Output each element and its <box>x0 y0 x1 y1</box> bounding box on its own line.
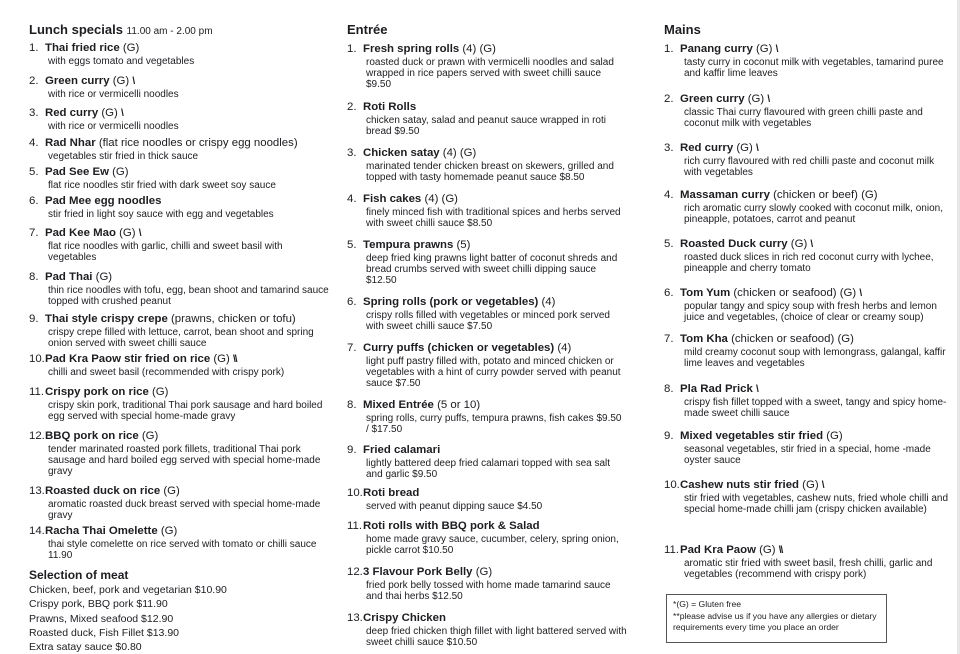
menu-item-name: Fresh spring rolls <box>363 43 460 55</box>
menu-item-description: stir fried in light soy sauce with egg and vegetables <box>48 209 274 220</box>
gluten-free-marker: (G) <box>459 147 477 159</box>
menu-item-name: Tom Yum <box>680 287 731 299</box>
menu-item-note: (5 or 10) <box>437 399 481 411</box>
gluten-free-marker: (G) <box>759 544 776 556</box>
menu-item-heading <box>29 270 329 285</box>
menu-item-name: Crispy Chicken <box>363 612 446 624</box>
menu-item-name: Thai style crispy crepe <box>45 313 168 325</box>
menu-item <box>347 486 627 512</box>
gluten-free-marker: (G) <box>755 43 773 55</box>
gluten-free-marker: (G) <box>213 353 230 365</box>
menu-item-description: finely minced fish with traditional spices and herbs served with sweet chilli sauce $8.50 <box>366 207 621 229</box>
menu-item-number: 1. <box>29 42 39 54</box>
menu-item-description: deep fried chicken thigh fillet with light battered served with sweet chilli sauce $10.50 <box>366 626 627 648</box>
menu-item-description: light puff pastry filled with, potato and minced chicken or vegetables with a hint of curry powder served with peanut sauce $7.50 <box>366 356 621 389</box>
menu-item <box>29 524 329 561</box>
menu-item-description: thai style comelette on rice served with tomato or chilli sauce 11.90 <box>48 539 317 561</box>
menu-item-name: Massaman curry <box>680 189 770 201</box>
menu-item-name: Cashew nuts stir fried <box>680 479 799 491</box>
menu-item <box>29 385 329 422</box>
menu-item-description: flat rice noodles stir fried with dark sweet soy sauce <box>48 180 276 191</box>
menu-item-name: Red curry <box>680 142 734 154</box>
menu-item <box>29 136 329 162</box>
menu-item-heading <box>29 136 329 151</box>
menu-item <box>347 443 627 480</box>
menu-item <box>347 295 627 332</box>
gluten-free-marker: (G) <box>441 193 458 205</box>
menu-item-number: 9. <box>664 430 674 442</box>
menu-item-description: tender marinated roasted pork fillets, traditional Thai pork sausage and hard boiled egg served with special home-made gravy <box>48 444 321 477</box>
chilli-icon: \ <box>821 480 824 491</box>
menu-item <box>347 398 627 435</box>
menu-item-description: rich curry flavoured with red chilli paste and coconut milk with vegetables <box>684 156 935 178</box>
menu-item-heading <box>347 398 627 413</box>
menu-item-note: (4) <box>424 193 439 205</box>
chilli-icon: \\ <box>778 545 783 556</box>
menu-item-number: 4. <box>347 193 357 205</box>
meat-price-line: Crispy pork, BBQ pork $11.90 <box>29 598 168 611</box>
menu-item-heading <box>29 41 329 56</box>
menu-item-description: home made gravy sauce, cucumber, celery, spring onion, pickle carrot $10.50 <box>366 534 619 556</box>
menu-item-name: Tom Kha <box>680 333 728 345</box>
menu-item-number: 13. <box>29 485 45 497</box>
menu-item-note: (4) <box>462 43 477 55</box>
menu-item-note: (chicken or beef) <box>773 189 858 201</box>
menu-item-number: 6. <box>29 195 39 207</box>
menu-item-number: 4. <box>664 189 674 201</box>
menu-item-number: 8. <box>664 383 674 395</box>
menu-item <box>664 42 949 79</box>
menu-item-heading <box>347 443 627 458</box>
menu-item-number: 1. <box>347 43 357 55</box>
menu-item-name: Green curry <box>680 93 745 105</box>
menu-item <box>347 42 627 90</box>
meat-price-line: Roasted duck, Fish Fillet $13.90 <box>29 626 179 639</box>
menu-item-description: with eggs tomato and vegetables <box>48 56 195 67</box>
menu-item-name: Thai fried rice <box>45 42 120 54</box>
menu-item-description: crispy fish fillet topped with a sweet, tangy and spicy home-made sweet chilli sauce <box>684 397 947 419</box>
menu-item <box>29 41 329 67</box>
menu-item-heading <box>29 524 329 539</box>
menu-item-number: 9. <box>29 313 39 325</box>
gluten-free-marker: (G) <box>151 386 169 398</box>
menu-item-description: chicken satay, salad and peanut sauce wrapped in roti bread $9.50 <box>366 115 606 137</box>
menu-item-name: Fish cakes <box>363 193 422 205</box>
menu-item-heading <box>347 42 627 57</box>
chilli-icon: \ <box>775 44 778 55</box>
menu-item-number: 8. <box>29 271 39 283</box>
menu-item-heading <box>29 194 329 209</box>
menu-item <box>664 286 949 323</box>
menu-item-heading <box>664 543 949 558</box>
gluten-free-marker: (G) <box>119 227 136 239</box>
menu-item <box>347 146 627 183</box>
menu-item-heading <box>347 341 627 356</box>
gluten-free-marker: (G) <box>160 525 178 537</box>
menu-item-heading <box>347 295 627 310</box>
menu-item-name: BBQ pork on rice <box>45 430 139 442</box>
menu-item <box>347 519 627 556</box>
menu-item-number: 2. <box>664 93 674 105</box>
menu-item-name: Roasted Duck curry <box>680 238 788 250</box>
menu-item-description: popular tangy and spicy soup with fresh herbs and lemon juice and vegetables, (choice of clear or creamy soup) <box>684 301 937 323</box>
menu-item-heading <box>664 478 949 493</box>
menu-item-name: Roti bread <box>363 487 420 499</box>
menu-item-name: Pad Kee Mao <box>45 227 116 239</box>
gluten-free-marker: (G) <box>736 142 753 154</box>
menu-item-number: 3. <box>29 107 39 119</box>
chilli-icon: \ <box>132 76 135 87</box>
menu-item-name: Crispy pork on rice <box>45 386 149 398</box>
menu-item-heading <box>347 146 627 161</box>
menu-item-heading <box>29 429 329 444</box>
menu-item-number: 4. <box>29 137 39 149</box>
menu-item-description: with rice or vermicelli noodles <box>48 89 179 100</box>
menu-item-heading <box>29 484 329 499</box>
gluten-free-marker: (G) <box>122 42 140 54</box>
menu-item-number: 7. <box>29 227 39 239</box>
menu-item-description: aromatic stir fried with sweet basil, fresh chilli, garlic and vegetables (recommend with crispy pork) <box>684 558 933 580</box>
chilli-icon: \ <box>755 384 758 395</box>
menu-item <box>29 106 329 132</box>
menu-item <box>29 226 329 263</box>
menu-item-description: lightly battered deep fried calamari topped with sea salt and garlic $9.50 <box>366 458 611 480</box>
menu-item-heading <box>664 237 949 252</box>
menu-item-number: 2. <box>29 75 39 87</box>
menu-item-name: Tempura prawns <box>363 239 454 251</box>
menu-item-description: spring rolls, curry puffs, tempura prawns, fish cakes $9.50 / $17.50 <box>366 413 622 435</box>
menu-item-number: 11. <box>29 386 44 398</box>
menu-item-heading <box>664 188 949 203</box>
menu-item-heading <box>29 74 329 89</box>
meat-selection-list <box>29 583 227 654</box>
menu-item-heading <box>664 286 949 301</box>
chilli-icon: \ <box>767 94 770 105</box>
allergy-advice: **please advise us if you have any allergies or dietary requirements every time you place an order <box>673 610 877 632</box>
lunch-specials-title <box>29 22 213 37</box>
menu-item <box>29 165 329 191</box>
menu-item-description: crispy crepe filled with lettuce, carrot, bean shoot and spring onion served with sweet chilli sauce <box>48 327 314 349</box>
menu-item-heading <box>347 192 627 207</box>
chilli-icon: \ <box>755 143 758 154</box>
menu-item-name: Panang curry <box>680 43 753 55</box>
menu-item-name: Fried calamari <box>363 444 441 456</box>
menu-item <box>29 194 329 220</box>
menu-item-number: 3. <box>664 142 674 154</box>
gluten-free-marker: (G) <box>747 93 765 105</box>
gluten-free-marker: (G) <box>163 485 180 497</box>
gluten-free-marker: (G) <box>475 566 493 578</box>
menu-item-name: Chicken satay <box>363 147 440 159</box>
menu-item <box>664 141 949 178</box>
menu-item-name: Pad Kra Paow <box>680 544 756 556</box>
menu-item-heading <box>29 385 329 400</box>
menu-item <box>29 352 329 378</box>
menu-item-description: chilli and sweet basil (recommended with crispy pork) <box>48 367 285 378</box>
meat-price-line: Prawns, Mixed seafood $12.90 <box>29 612 174 625</box>
menu-item-number: 14. <box>29 525 45 537</box>
menu-item-heading <box>347 611 627 626</box>
meat-price-line: Extra satay sauce $0.80 <box>29 641 142 654</box>
menu-item-number: 10. <box>347 487 363 499</box>
gluten-free-marker: (G) <box>112 75 130 87</box>
menu-item-number: 7. <box>664 333 674 345</box>
menu-item-note: (5) <box>456 239 471 251</box>
gluten-free-marker: (G) <box>790 238 808 250</box>
menu-item-description: deep fried king prawns light batter of coconut shreds and bread crumbs served with sweet chilli dipping sauce $12.50 <box>366 253 618 286</box>
menu-item-description: stir fried with vegetables, cashew nuts, fried whole chilli and special home-made chilli jam (crispy chicken available) <box>684 493 949 515</box>
menu-item-note: (flat rice noodles or crispy egg noodles) <box>98 137 298 149</box>
menu-item-description: roasted duck or prawn with vermicelli noodles and salad wrapped in rice papers served with sweet chilli sauce $9.50 <box>366 57 614 90</box>
menu-item-note: (chicken or seafood) <box>733 287 837 299</box>
chilli-icon: \ <box>120 108 123 119</box>
menu-item <box>29 312 329 349</box>
lunch-title-text: Lunch specials <box>29 22 123 37</box>
menu-item-name: Roasted duck on rice <box>45 485 161 497</box>
menu-item-description: aromatic roasted duck breast served with special home-made gravy <box>48 499 321 521</box>
menu-item-description: seasonal vegetables, stir fried in a special, home -made oyster sauce <box>684 444 931 466</box>
menu-item-heading <box>664 382 949 397</box>
menu-item-description: mild creamy coconut soup with lemongrass, galangal, kaffir lime leaves and vegetables <box>684 347 946 369</box>
menu-item-number: 13. <box>347 612 363 624</box>
menu-item-heading <box>29 226 329 241</box>
menu-item-heading <box>347 238 627 253</box>
menu-item-name: Racha Thai Omelette <box>45 525 158 537</box>
menu-item-number: 9. <box>347 444 357 456</box>
menu-item-heading <box>664 92 949 107</box>
menu-item-heading <box>347 565 627 580</box>
menu-item-description: vegetables stir fried in thick sauce <box>48 151 199 162</box>
menu-item-number: 12. <box>29 430 45 442</box>
gluten-free-marker: (G) <box>802 479 819 491</box>
allergy-notice-box <box>666 594 887 643</box>
chilli-icon: \ <box>810 239 813 250</box>
menu-item-note: (4) <box>442 147 457 159</box>
menu-item-heading <box>347 486 627 501</box>
menu-item <box>347 611 627 648</box>
menu-item-name: Red curry <box>45 107 99 119</box>
menu-item-description: flat rice noodles with garlic, chilli and sweet basil with vegetables <box>48 241 283 263</box>
menu-item-name: Roti rolls with BBQ pork & Salad <box>363 520 540 532</box>
menu-item <box>29 484 329 521</box>
menu-item-description: roasted duck slices in rich red coconut curry with lychee, pineapple and cherry tomato <box>684 252 934 274</box>
chilli-icon: \ <box>138 228 141 239</box>
menu-item-heading <box>29 106 329 121</box>
menu-item-number: 2. <box>347 101 357 113</box>
menu-item-name: Pad Thai <box>45 271 93 283</box>
menu-item <box>664 188 949 225</box>
menu-item-name: Pla Rad Prick <box>680 383 753 395</box>
menu-item-number: 12. <box>347 566 363 578</box>
menu-item-number: 5. <box>347 239 357 251</box>
menu-item <box>664 332 949 369</box>
menu-item <box>664 237 949 274</box>
menu-item-name: Pad See Ew <box>45 166 109 178</box>
menu-item-heading <box>664 332 949 347</box>
menu-item <box>664 429 949 466</box>
menu-item <box>29 429 329 477</box>
menu-item-name: Mixed vegetables stir fried <box>680 430 824 442</box>
menu-item-description: served with peanut dipping sauce $4.50 <box>366 501 543 512</box>
menu-item-name: Roti Rolls <box>363 101 417 113</box>
menu-item-note: (chicken or seafood) <box>731 333 835 345</box>
menu-item-description: crispy skin pork, traditional Thai pork sausage and hard boiled egg served with special home-made gravy <box>48 400 323 422</box>
gluten-free-marker: (G) <box>826 430 843 442</box>
menu-item-description: tasty curry in coconut milk with vegetables, tamarind puree and kaffir lime leaves <box>684 57 944 79</box>
menu-item-number: 7. <box>347 342 357 354</box>
menu-item <box>29 74 329 100</box>
menu-item <box>347 192 627 229</box>
menu-item-heading <box>29 165 329 180</box>
menu-item-number: 6. <box>347 296 357 308</box>
gluten-free-marker: (G) <box>141 430 159 442</box>
menu-item <box>347 238 627 286</box>
menu-item-description: fried pork belly tossed with home made tamarind sauce and thai herbs $12.50 <box>366 580 611 602</box>
gluten-free-legend: *(G) = Gluten free <box>673 599 742 609</box>
menu-item-number: 10. <box>664 479 680 491</box>
gluten-free-marker: (G) <box>479 43 496 55</box>
menu-item-note: (prawns, chicken or tofu) <box>171 313 296 325</box>
menu-item-number: 1. <box>664 43 674 55</box>
menu-item-number: 11. <box>664 544 679 556</box>
menu-item-heading <box>664 429 949 444</box>
menu-item <box>664 543 949 580</box>
meat-price-line: Chicken, beef, pork and vegetarian $10.90 <box>29 584 227 596</box>
menu-item-note: (4) <box>557 342 572 354</box>
menu-item-name: 3 Flavour Pork Belly <box>363 566 473 578</box>
gluten-free-marker: (G) <box>839 287 857 299</box>
menu-item-name: Pad Mee egg noodles <box>45 195 162 207</box>
menu-item <box>664 478 949 515</box>
menu-item-name: Green curry <box>45 75 110 87</box>
menu-item-number: 3. <box>347 147 357 159</box>
menu-item-heading <box>664 42 949 57</box>
menu-item-heading <box>347 519 627 534</box>
menu-item-description: crispy rolls filled with vegetables or minced pork served with sweet chilli sauce $7.50 <box>366 310 610 332</box>
menu-item <box>664 382 949 419</box>
menu-item-heading <box>664 141 949 156</box>
menu-item-name: Mixed Entrée <box>363 399 434 411</box>
menu-item-number: 10. <box>29 353 45 365</box>
entree-title: Entrée <box>347 22 388 37</box>
chilli-icon: \\ <box>233 354 237 365</box>
menu-item-name: Spring rolls (pork or vegetables) <box>363 296 539 308</box>
menu-item <box>664 92 949 129</box>
menu-item-description: rich aromatic curry slowly cooked with coconut milk, onion, pineapple, potatoes, carrot and peanut <box>684 203 943 225</box>
menu-item-description: classic Thai curry flavoured with green chilli paste and coconut milk with vegetables <box>684 107 923 129</box>
menu-item-number: 5. <box>29 166 39 178</box>
menu-item-name: Curry puffs (chicken or vegetables) <box>363 342 555 354</box>
lunch-hours: 11.00 am - 2.00 pm <box>126 26 213 37</box>
menu-item-number: 6. <box>664 287 674 299</box>
menu-item-number: 11. <box>347 520 362 532</box>
menu-item <box>347 100 627 137</box>
menu-item-name: Rad Nhar <box>45 137 96 149</box>
menu-item-heading <box>29 352 329 367</box>
menu-item-heading <box>29 312 329 327</box>
menu-item <box>347 341 627 389</box>
menu-item-description: with rice or vermicelli noodles <box>48 121 179 132</box>
mains-title: Mains <box>664 22 701 37</box>
gluten-free-marker: (G) <box>112 166 129 178</box>
menu-item <box>29 270 329 307</box>
gluten-free-marker: (G) <box>95 271 113 283</box>
menu-item-number: 5. <box>664 238 674 250</box>
menu-item <box>347 565 627 602</box>
chilli-icon: \ <box>859 288 862 299</box>
meat-selection-title: Selection of meat <box>29 568 129 582</box>
gluten-free-marker: (G) <box>837 333 854 345</box>
menu-item-description: thin rice noodles with tofu, egg, bean shoot and tamarind sauce topped with crushed peanut <box>48 285 329 307</box>
menu-item-note: (4) <box>541 296 556 308</box>
menu-item-heading <box>347 100 627 115</box>
gluten-free-marker: (G) <box>861 189 878 201</box>
gluten-free-marker: (G) <box>101 107 118 119</box>
menu-item-number: 8. <box>347 399 357 411</box>
menu-item-name: Pad Kra Paow stir fried on rice <box>45 353 211 365</box>
menu-item-description: marinated tender chicken breast on skewers, grilled and topped with tasty homemade peanut sauce $8.50 <box>366 161 614 183</box>
